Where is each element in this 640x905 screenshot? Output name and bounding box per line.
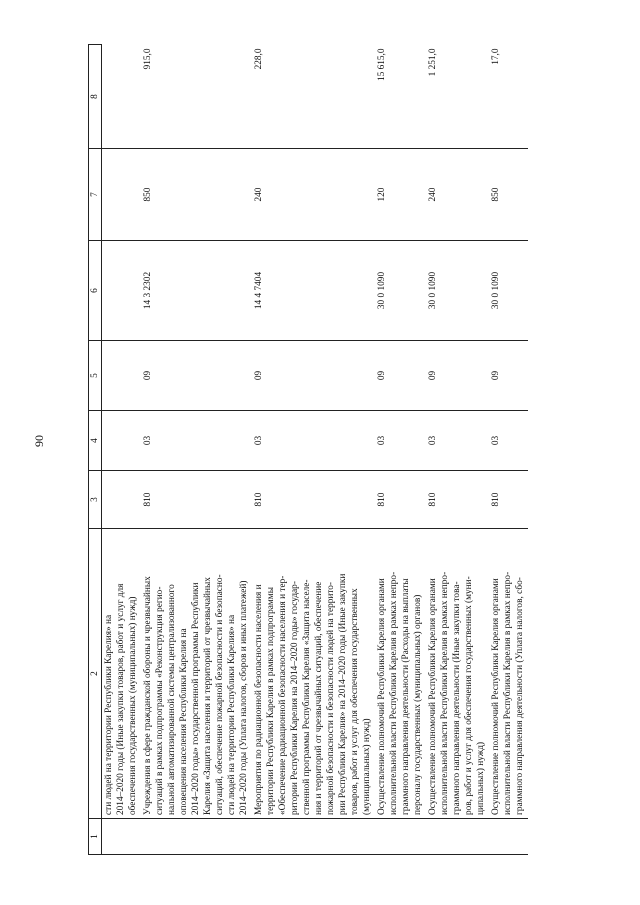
table-row xyxy=(102,45,142,855)
description-line: сти людей на территории Республики Карелия» на xyxy=(227,614,237,815)
description-line: Учреждения в сфере гражданской обороны и чрезвычайных xyxy=(143,576,153,815)
description-line: исполнительной власти Республики Карелия в рамках непро- xyxy=(389,571,399,815)
header-col-5: 5 xyxy=(89,341,102,411)
description-line: ственной программы Республики Карелия «Защита населе- xyxy=(302,579,312,815)
description-line: ров, работ и услуг для обеспечения государственных (муни- xyxy=(464,576,474,815)
cell-number xyxy=(489,819,528,855)
description-line: граммного направления деятельности (Расходы на выплаты xyxy=(401,578,411,815)
cell-description xyxy=(375,529,426,819)
cell-description xyxy=(489,529,528,819)
page-number: 90 xyxy=(32,435,46,447)
description-line: ситуаций в рамках подпрограммы «Реконструкция регио- xyxy=(155,586,165,815)
cell-admin-code: 810 xyxy=(489,471,528,529)
cell-amount: 17,0 xyxy=(489,45,528,149)
cell-admin-code: 810 xyxy=(375,471,426,529)
description-line: 2014–2020 годы (Иные закупки товаров, работ и услуг для xyxy=(116,583,126,815)
cell-target-article: 30 0 1090 xyxy=(375,241,426,341)
description-line: Осуществление полномочий Республики Карелия органами xyxy=(491,578,501,815)
cell-expense-type: 850 xyxy=(489,149,528,241)
description-line: 2014–2020 годы (Уплата налогов, сборов и иных платежей) xyxy=(239,580,249,815)
description-line: ния и территорий от чрезвычайных ситуаций, обеспечение xyxy=(314,581,324,815)
table-body xyxy=(102,45,529,855)
cell-description xyxy=(252,529,375,819)
table-row xyxy=(489,45,528,855)
cell-subsection: 09 xyxy=(141,341,252,411)
header-col-4: 4 xyxy=(89,411,102,471)
header-col-6: 6 xyxy=(89,241,102,341)
cell-number xyxy=(141,819,252,855)
cell-expense-type: 240 xyxy=(426,149,489,241)
cell-target-article: 14 3 2302 xyxy=(141,241,252,341)
cell-description xyxy=(426,529,489,819)
description-line: исполнительной власти Республики Карелия в рамках непро- xyxy=(503,571,513,815)
cell-subsection: 09 xyxy=(375,341,426,411)
description-line: персоналу государственных (муниципальных) органов) xyxy=(413,594,423,815)
cell-admin-code: 810 xyxy=(252,471,375,529)
cell-amount: 1 251,0 xyxy=(426,45,489,149)
cell-target-article: 14 4 7404 xyxy=(252,241,375,341)
cell-number xyxy=(426,819,489,855)
description-line: ситуаций, обеспечение пожарной безопасности и безопасно- xyxy=(215,574,225,815)
header-row xyxy=(89,45,102,855)
cell-subsection xyxy=(102,341,142,411)
cell-admin-code: 810 xyxy=(426,471,489,529)
cell-expense-type: 850 xyxy=(141,149,252,241)
cell-number xyxy=(102,819,142,855)
table-row xyxy=(252,45,375,855)
cell-section: 03 xyxy=(426,411,489,471)
description-line: рии Республики Карелия» на 2014–2020 годы (Иные закупки xyxy=(338,573,348,815)
cell-target-article xyxy=(102,241,142,341)
table-row xyxy=(375,45,426,855)
cell-subsection: 09 xyxy=(489,341,528,411)
description-line: Осуществление полномочий Республики Карелия органами xyxy=(428,578,438,815)
description-line: Осуществление полномочий Республики Карелия органами xyxy=(377,578,387,815)
cell-subsection: 09 xyxy=(252,341,375,411)
cell-section: 03 xyxy=(252,411,375,471)
header-col-2: 2 xyxy=(89,529,102,819)
description-line: оповещения населения Республики Карелия на xyxy=(179,628,189,815)
description-line: 2014–2020 годы» государственной программы Республики xyxy=(191,582,201,815)
cell-expense-type xyxy=(102,149,142,241)
header-col-1: 1 xyxy=(89,819,102,855)
cell-admin-code: 810 xyxy=(141,471,252,529)
description-line: ритории Республики Карелия на 2014–2020 годы» государ- xyxy=(290,581,300,815)
cell-amount: 915,0 xyxy=(141,45,252,149)
description-line: граммного направления деятельности (Уплата налогов, сбо- xyxy=(515,577,525,815)
cell-target-article: 30 0 1090 xyxy=(489,241,528,341)
cell-section: 03 xyxy=(375,411,426,471)
cell-admin-code xyxy=(102,471,142,529)
cell-section: 03 xyxy=(141,411,252,471)
cell-section xyxy=(102,411,142,471)
description-line: обеспечения государственных (муниципальных) нужд) xyxy=(128,596,138,815)
description-line: нальной автоматизированной системы централизованного xyxy=(167,584,177,815)
rotated-page-content xyxy=(88,45,525,855)
description-line: территории Республики Карелия в рамках подпрограммы xyxy=(266,587,276,815)
description-line: Мероприятия по радиационной безопасности населения и xyxy=(254,584,264,815)
cell-number xyxy=(375,819,426,855)
table-row xyxy=(141,45,252,855)
header-col-7: 7 xyxy=(89,149,102,241)
cell-expense-type: 120 xyxy=(375,149,426,241)
cell-expense-type: 240 xyxy=(252,149,375,241)
description-line: ципальных) нужд) xyxy=(476,741,486,815)
description-line: исполнительной власти Республики Карелия в рамках непро- xyxy=(440,571,450,815)
cell-target-article: 30 0 1090 xyxy=(426,241,489,341)
description-line: «Обеспечение радиационной безопасности населения и тер- xyxy=(278,575,288,815)
header-col-8: 8 xyxy=(89,45,102,149)
cell-amount xyxy=(102,45,142,149)
description-line: пожарной безопасности и безопасности людей на террито- xyxy=(326,581,336,815)
description-line: Карелия «Защита населения и территорий от чрезвычайных xyxy=(203,577,213,815)
description-line: (муниципальных) нужд) xyxy=(362,718,372,815)
cell-amount: 15 615,0 xyxy=(375,45,426,149)
table-row xyxy=(426,45,489,855)
header-col-3: 3 xyxy=(89,471,102,529)
cell-description xyxy=(141,529,252,819)
budget-table xyxy=(88,44,528,855)
cell-amount: 228,0 xyxy=(252,45,375,149)
description-line: товаров, работ и услуг для обеспечения государственных xyxy=(350,588,360,815)
cell-description xyxy=(102,529,142,819)
cell-subsection: 09 xyxy=(426,341,489,411)
cell-number xyxy=(252,819,375,855)
description-line: граммного направления деятельности (Иные закупки това- xyxy=(452,581,462,815)
description-line: сти людей на территории Республики Карелия» на xyxy=(104,614,114,815)
cell-section: 03 xyxy=(489,411,528,471)
